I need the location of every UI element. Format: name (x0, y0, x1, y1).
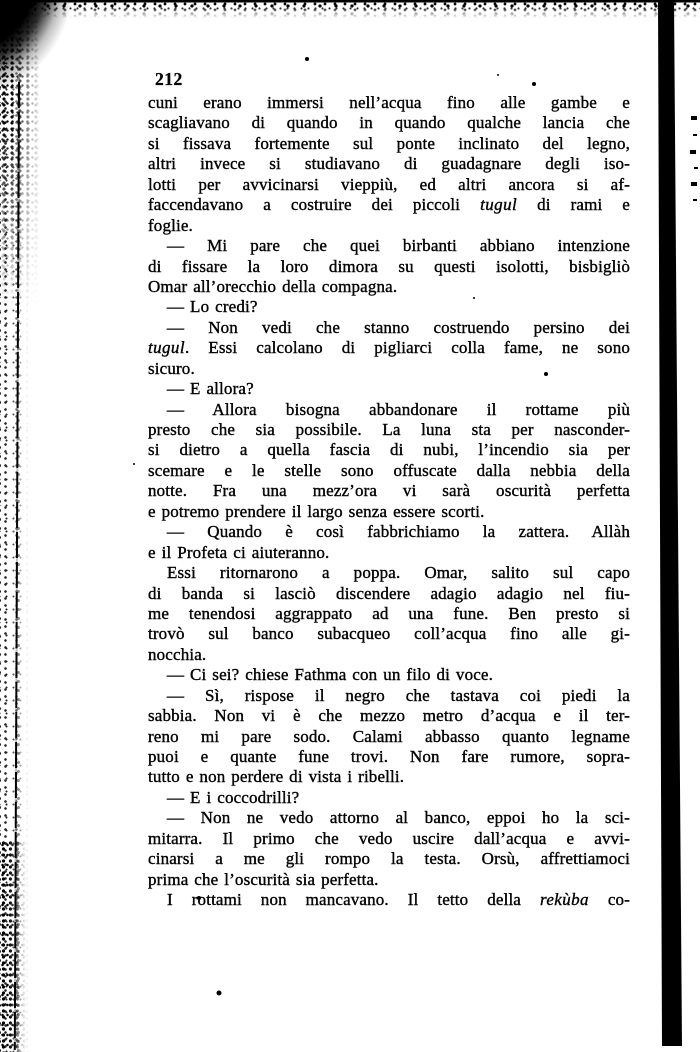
text-line: cinarsi a me gli rompo la testa. Orsù, affrettiamoci (148, 849, 630, 869)
page-number: 212 (155, 69, 183, 89)
text-line: — Ci sei? chiese Fathma con un filo di voce. (167, 665, 494, 685)
text-line: faccendavano a costruire dei piccoli tugul di rami e (148, 195, 630, 215)
text-line: — Non ne vedo attorno al banco, eppoi ho la sci- (167, 808, 630, 828)
text-line: si dietro a quella fascia di nubi, l’incendio sia per (148, 440, 630, 460)
text-line: cuni erano immersi nell’acqua fino alle gambe e (148, 93, 630, 112)
text-line: — Allora bisogna abbandonare il rottame più (167, 399, 630, 419)
text-line: tutto e non perdere di vista i ribelli. (148, 767, 405, 787)
text-line: prima che l’oscurità sia perfetta. (148, 869, 379, 889)
text-line: — Quando è così fabbrichiamo la zattera. Allàh (167, 522, 630, 542)
text-line: me tenendosi aggrappato ad una fune. Ben presto si (148, 603, 630, 623)
scan-noise-top-edge (0, 0, 700, 18)
text-line: e potremo prendere il largo senza essere scorti. (148, 501, 485, 521)
text-line: Essi ritornarono a poppa. Omar, salito sul capo (167, 563, 630, 583)
text-line: Omar all’orecchio della compagna. (148, 276, 398, 296)
text-block (148, 93, 630, 911)
text-line: I rottami non mancavano. Il tetto della rekùba co- (167, 890, 630, 910)
text-line: puoi e quante fune trovi. Non fare rumore, sopra- (148, 747, 630, 766)
text-line: — E i coccodrilli? (167, 787, 300, 807)
ink-specks (0, 0, 2, 2)
text-line: trovò sul banco subacqueo coll’acqua fino alle gi- (148, 624, 630, 644)
text-line: altri invece si studiavano di guadagnare degli iso- (148, 154, 630, 174)
text-line: notte. Fra una mezz’ora vi sarà oscurità perfetta (148, 481, 630, 501)
text-line: scemare e le stelle sono offuscate dalla nebbia della (148, 460, 630, 480)
text-line: sabbia. Non vi è che mezzo metro d’acqua e il ter- (148, 706, 630, 726)
text-line: mitarra. Il primo che vedo uscire dall’acqua e avvi- (148, 828, 630, 848)
text-line: di banda si lasciò discendere adagio adagio nel fiu- (148, 583, 630, 603)
text-line: reno mi pare sodo. Calami abbasso quanto legname (148, 726, 630, 746)
text-line: sicuro. (148, 358, 195, 378)
text-line: scagliavano di quando in quando qualche lancia che (148, 113, 630, 133)
text-line: foglie. (148, 215, 193, 235)
text-line: — Sì, rispose il negro che tastava coi piedi la (167, 685, 630, 705)
text-line: nocchia. (148, 644, 207, 664)
text-line: — E allora? (167, 379, 254, 399)
scan-shadow-top-left-corner (0, 0, 100, 135)
text-line: tugul. Essi calcolano di pigliarci colla fame, ne sono (148, 338, 630, 358)
text-line: — Mi pare che quei birbanti abbiano intenzione (167, 236, 630, 256)
adjacent-page-text-fragments (691, 116, 697, 120)
text-line: si fissava fortemente sul ponte inclinato del legno, (148, 133, 630, 153)
text-line: e il Profeta ci aiuteranno. (148, 542, 330, 562)
text-line: — Lo credi? (167, 297, 258, 317)
text-line: presto che sia possibile. La luna sta per nasconder- (148, 420, 630, 439)
scan-gutter-bar-right (655, 0, 682, 1046)
text-line: di fissare la loro dimora su questi isolotti, bisbigliò (148, 256, 630, 276)
text-line: — Non vedi che stanno costruendo persino dei (167, 317, 630, 337)
text-line: lotti per avvicinarsi vieppiù, ed altri ancora si af- (148, 174, 630, 194)
